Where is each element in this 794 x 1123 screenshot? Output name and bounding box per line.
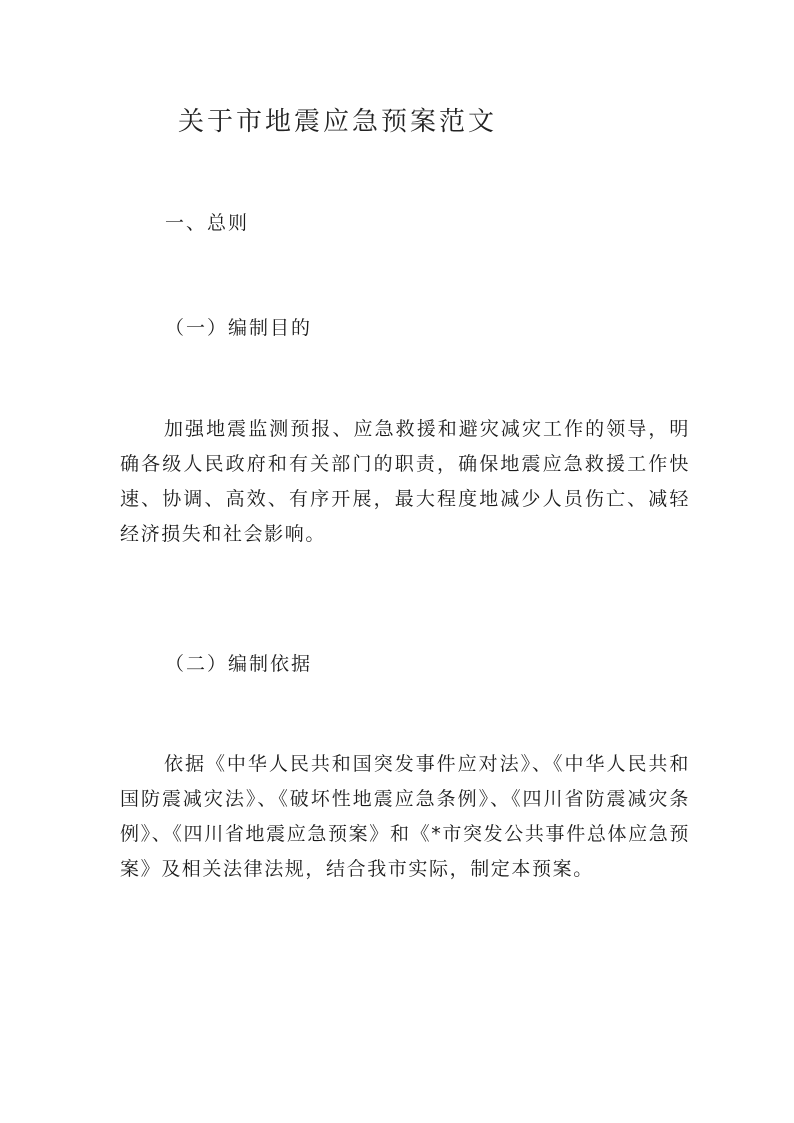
paragraph-purpose: 加强地震监测预报、应急救援和避灾减灾工作的领导，明确各级人民政府和有关部门的职责，确保地震应急救援工作快速、协调、高效、有序开展，最大程度地减少人员伤亡、减轻经济损失和社会影响。: [120, 418, 690, 545]
subsection-heading-basis: （二）编制依据: [165, 653, 313, 675]
section-heading-general: 一、总则: [165, 212, 250, 234]
subsection-heading-purpose: （一）编制目的: [165, 317, 313, 339]
paragraph-basis: 依据《中华人民共和国突发事件应对法》、《中华人民共和国防震减灾法》、《破坏性地震应急条例》、《四川省防震减灾条例》、《四川省地震应急预案》和《*市突发公共事件总体应急预案》及相关法律法规，结合我市实际，制定本预案。: [120, 753, 690, 880]
document-title: 关于市地震应急预案范文: [178, 107, 498, 137]
